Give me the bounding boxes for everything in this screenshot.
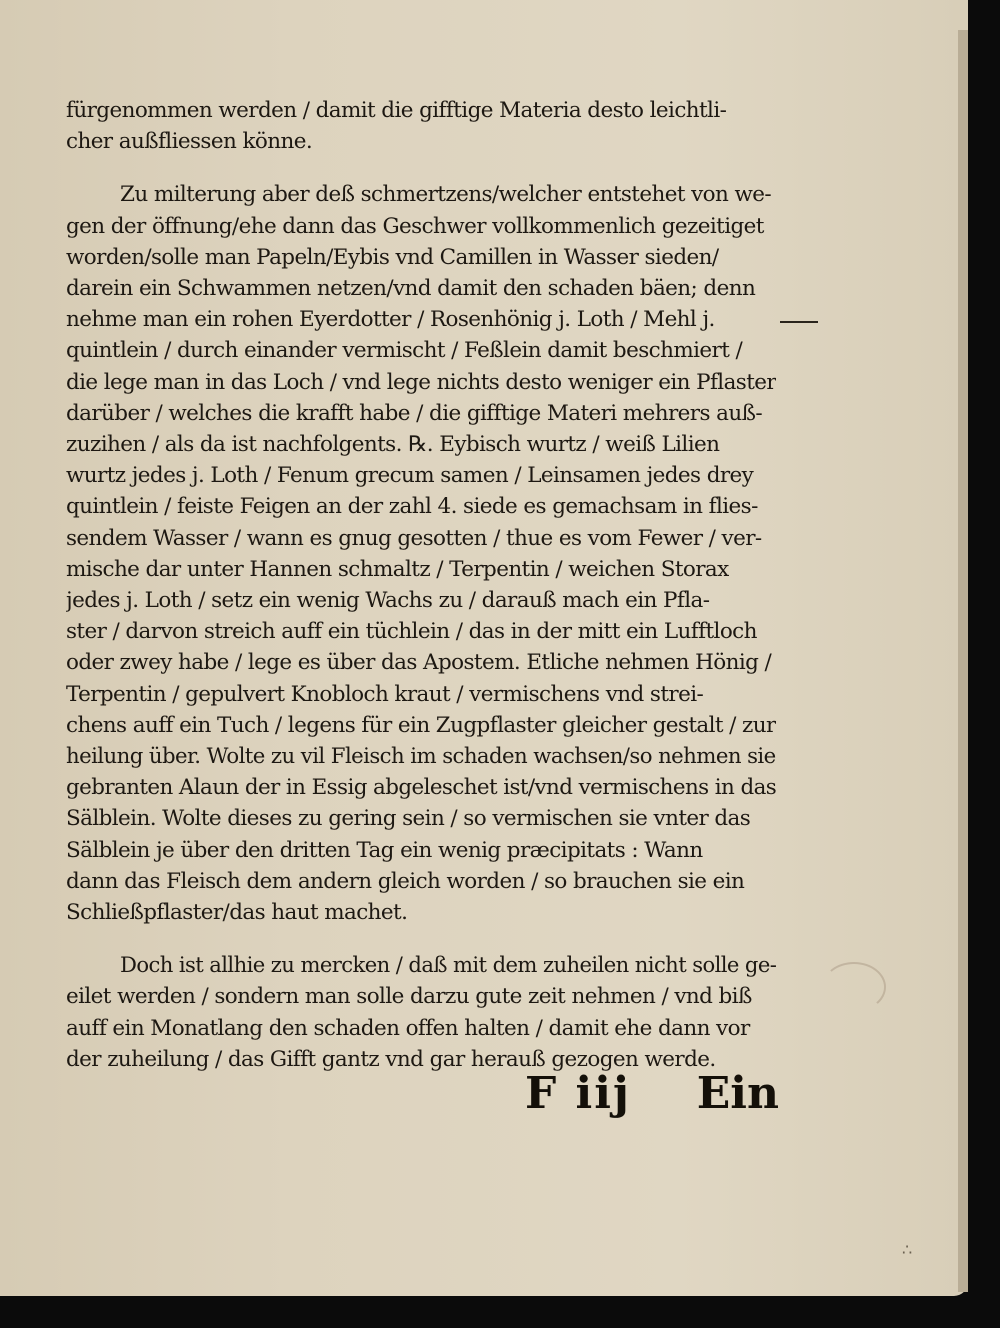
text-line: gebranten Alaun der in Essig abgeleschet ist/vnd vermischens in das <box>66 775 776 801</box>
text-line: quintlein / durch einander vermischt / Feßlein damit beschmiert / <box>66 338 743 364</box>
page-edge-shadow <box>958 30 968 1292</box>
text-line: eilet werden / sondern man solle darzu gute zeit nehmen / vnd biß <box>66 984 752 1010</box>
text-line: Sälblein je über den dritten Tag ein wenig præcipitats : Wann <box>66 837 703 863</box>
stray-ink-mark: ∴ <box>902 1240 913 1259</box>
text-line: cher außfliessen könne. <box>66 129 313 155</box>
paragraph-3 <box>66 950 776 1075</box>
text-line: wurtz jedes j. Loth / Fenum grecum samen / Leinsamen jedes drey <box>66 463 754 489</box>
text-line: auff ein Monatlang den schaden offen halten / damit ehe dann vor <box>66 1015 750 1041</box>
bleed-through-mark <box>822 962 886 1012</box>
text-line: die lege man in das Loch / vnd lege nichts desto weniger ein Pflaster <box>66 369 776 395</box>
text-line: Zu milterung aber deß schmertzens/welcher entstehet von we- <box>120 182 772 208</box>
text-line: chens auff ein Tuch / legens für ein Zugpflaster gleicher gestalt / zur <box>66 712 776 738</box>
text-line: oder zwey habe / lege es über das Apostem. Etliche nehmen Hönig / <box>66 650 772 676</box>
signature-mark: F iij <box>525 1068 631 1119</box>
page-footer <box>515 1068 785 1128</box>
text-line: ster / darvon streich auff ein tüchlein / das in der mitt ein Lufftloch <box>66 619 757 645</box>
text-line: heilung über. Wolte zu vil Fleisch im schaden wachsen/so nehmen sie <box>66 744 776 770</box>
text-line: gen der öffnung/ehe dann das Geschwer vollkommenlich gezeitiget <box>66 213 764 239</box>
body-text <box>66 95 776 1075</box>
text-line: Terpentin / gepulvert Knobloch kraut / vermischens vnd strei- <box>66 681 704 707</box>
text-line: fürgenommen werden / damit die gifftige Materia desto leichtli- <box>66 98 727 123</box>
paragraph-1 <box>66 95 776 157</box>
text-line: dann das Fleisch dem andern gleich worden / so brauchen sie ein <box>66 868 745 894</box>
text-line: Doch ist allhie zu mercken / daß mit dem zuheilen nicht solle ge- <box>120 953 776 979</box>
text-line: mische dar unter Hannen schmaltz / Terpentin / weichen Storax <box>66 556 729 582</box>
text-line: Sälblein. Wolte dieses zu gering sein / so vermischen sie vnter das <box>66 806 751 832</box>
text-line: der zuheilung / das Gifft gantz vnd gar herauß gezogen werde. <box>66 1046 716 1072</box>
text-line: sendem Wasser / wann es gnug gesotten / thue es vom Fewer / ver- <box>66 525 762 551</box>
catchword: Ein <box>696 1068 779 1119</box>
text-line: Schließpflaster/das haut machet. <box>66 900 408 926</box>
text-line: zuzihen / als da ist nachfolgents. ℞. Eybisch wurtz / weiß Lilien <box>66 432 720 458</box>
margin-line-mark <box>780 321 818 323</box>
paragraph-2 <box>66 179 776 928</box>
text-line: quintlein / feiste Feigen an der zahl 4. siede es gemachsam in flies- <box>66 494 758 520</box>
text-line: darein ein Schwammen netzen/vnd damit den schaden bäen; denn <box>66 276 756 302</box>
text-line: jedes j. Loth / setz ein wenig Wachs zu / darauß mach ein Pfla- <box>66 588 710 614</box>
text-line: nehme man ein rohen Eyerdotter / Rosenhönig j. Loth / Mehl j. <box>66 307 715 333</box>
text-line: darüber / welches die krafft habe / die gifftige Materi mehrers auß- <box>66 400 763 426</box>
text-line: worden/solle man Papeln/Eybis vnd Camillen in Wasser sieden/ <box>66 244 719 270</box>
